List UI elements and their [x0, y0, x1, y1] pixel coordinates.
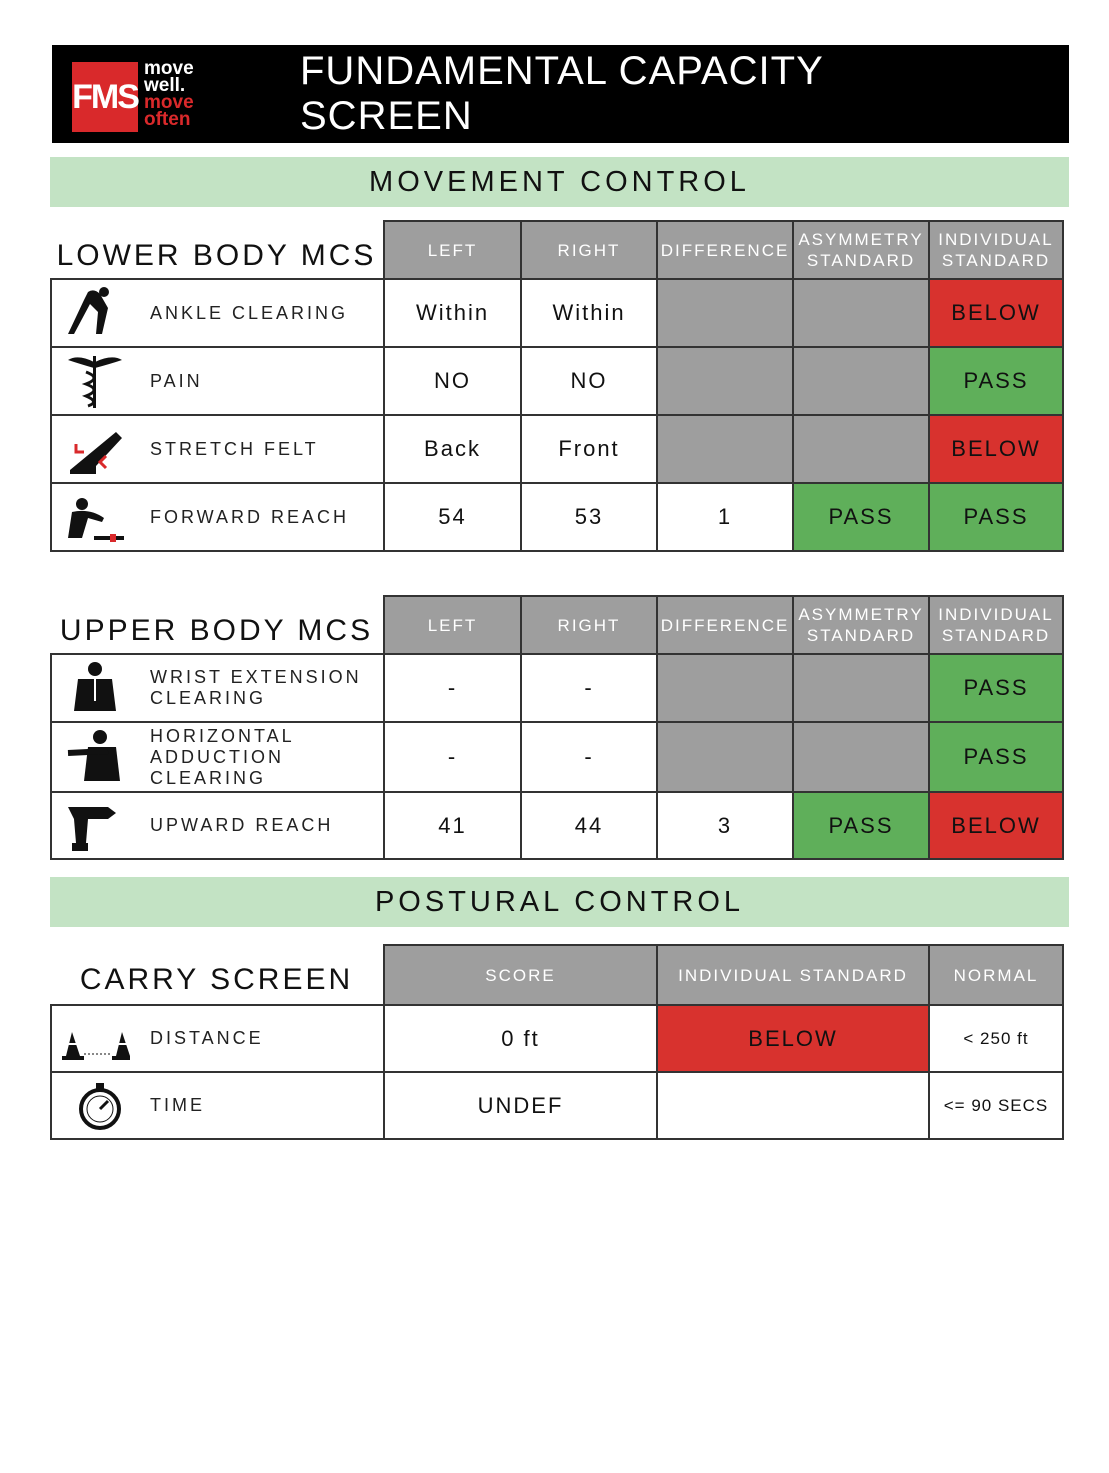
- carry-header-normal: NORMAL: [928, 944, 1064, 1006]
- cell-individual-pass: PASS: [928, 346, 1064, 416]
- carry-screen-title: CARRY SCREEN: [79, 963, 354, 996]
- upper-header-left: LEFT: [383, 595, 522, 655]
- cell-right: -: [520, 653, 658, 723]
- cell-score: UNDEF: [383, 1071, 658, 1140]
- row-label: WRIST EXTENSION CLEARING: [150, 667, 362, 708]
- carry-header-individual: INDIVIDUAL STANDARD: [656, 944, 930, 1006]
- row-forward-reach: [50, 482, 385, 552]
- cell-right: NO: [520, 346, 658, 416]
- cell-left: NO: [383, 346, 522, 416]
- cell-difference: 3: [656, 791, 794, 860]
- forward-reach-icon: [60, 490, 130, 544]
- page-title: FUNDAMENTAL CAPACITY SCREEN: [300, 49, 824, 138]
- cell-difference: 1: [656, 482, 794, 552]
- stretch-icon: [60, 422, 130, 476]
- cell-normal: < 250 ft: [928, 1004, 1064, 1073]
- cell-individual-pass: PASS: [928, 653, 1064, 723]
- upward-reach-icon: [60, 799, 130, 853]
- cell-left: 41: [383, 791, 522, 860]
- cell-difference: [656, 721, 794, 793]
- row-ankle-clearing: [50, 278, 385, 348]
- cell-right: Front: [520, 414, 658, 484]
- tagline-line-2: well.: [144, 75, 186, 96]
- cell-individual-below: BELOW: [656, 1004, 930, 1073]
- cell-score: 0 ft: [383, 1004, 658, 1073]
- row-pain: [50, 346, 385, 416]
- cell-right: Within: [520, 278, 658, 348]
- upper-header-individual: INDIVIDUAL STANDARD: [928, 595, 1064, 655]
- cones-icon: [60, 1012, 130, 1066]
- cell-individual: [656, 1071, 930, 1140]
- cell-asymmetry: [792, 414, 930, 484]
- cell-individual-pass: PASS: [928, 721, 1064, 793]
- cell-left: 54: [383, 482, 522, 552]
- cell-normal: <= 90 SECS: [928, 1071, 1064, 1140]
- upper-header-difference: DIFFERENCE: [656, 595, 794, 655]
- cell-difference: [656, 414, 794, 484]
- cell-asymmetry-pass: PASS: [792, 482, 930, 552]
- cell-right: 44: [520, 791, 658, 860]
- cell-left: -: [383, 653, 522, 723]
- cell-asymmetry: [792, 346, 930, 416]
- row-time: [50, 1071, 385, 1140]
- cell-individual-below: BELOW: [928, 414, 1064, 484]
- lower-header-individual: INDIVIDUAL STANDARD: [928, 220, 1064, 280]
- row-label: HORIZONTAL ADDUCTION CLEARING: [150, 725, 295, 788]
- cell-left: Within: [383, 278, 522, 348]
- row-label: TIME: [150, 1095, 205, 1115]
- horizontal-adduction-icon: [60, 729, 130, 783]
- cell-right: 53: [520, 482, 658, 552]
- cell-left: -: [383, 721, 522, 793]
- cell-difference: [656, 278, 794, 348]
- upper-body-title: UPPER BODY MCS: [59, 614, 374, 647]
- row-wrist-extension: [50, 653, 385, 723]
- upper-header-right: RIGHT: [520, 595, 658, 655]
- cell-asymmetry: [792, 653, 930, 723]
- cell-asymmetry: [792, 721, 930, 793]
- cell-individual-below: BELOW: [928, 791, 1064, 860]
- row-label: STRETCH FELT: [150, 438, 319, 459]
- lower-header-right: RIGHT: [520, 220, 658, 280]
- row-stretch-felt: [50, 414, 385, 484]
- lower-header-left: LEFT: [383, 220, 522, 280]
- stopwatch-icon: [60, 1079, 130, 1133]
- row-distance: [50, 1004, 385, 1073]
- section-postural-control: POSTURAL CONTROL: [50, 877, 1069, 927]
- row-label: UPWARD REACH: [150, 815, 334, 835]
- cell-individual-below: BELOW: [928, 278, 1064, 348]
- row-upward-reach: [50, 791, 385, 860]
- carry-header-score: SCORE: [383, 944, 658, 1006]
- cell-difference: [656, 653, 794, 723]
- lower-header-difference: DIFFERENCE: [656, 220, 794, 280]
- row-horizontal-adduction: [50, 721, 385, 793]
- lower-body-title: LOWER BODY MCS: [56, 239, 377, 272]
- cell-asymmetry: [792, 278, 930, 348]
- cell-individual-pass: PASS: [928, 482, 1064, 552]
- tagline-line-4: often: [144, 109, 191, 130]
- tagline-line-1: move: [144, 58, 194, 79]
- tagline-line-3: move: [144, 92, 194, 113]
- cell-difference: [656, 346, 794, 416]
- cell-right: -: [520, 721, 658, 793]
- row-label: PAIN: [150, 370, 203, 391]
- upper-header-asymmetry: ASYMMETRY STANDARD: [792, 595, 930, 655]
- row-label: ANKLE CLEARING: [150, 302, 349, 323]
- caduceus-icon: [60, 354, 130, 408]
- lower-header-asymmetry: ASYMMETRY STANDARD: [792, 220, 930, 280]
- tagline: [144, 60, 224, 128]
- wrist-extension-icon: [60, 661, 130, 715]
- fms-logo: FMS: [72, 62, 138, 132]
- row-label: DISTANCE: [150, 1028, 264, 1048]
- cell-left: Back: [383, 414, 522, 484]
- row-label: FORWARD REACH: [150, 506, 350, 527]
- section-movement-control: MOVEMENT CONTROL: [50, 157, 1069, 207]
- cell-asymmetry-pass: PASS: [792, 791, 930, 860]
- ankle-clearing-icon: [60, 286, 130, 340]
